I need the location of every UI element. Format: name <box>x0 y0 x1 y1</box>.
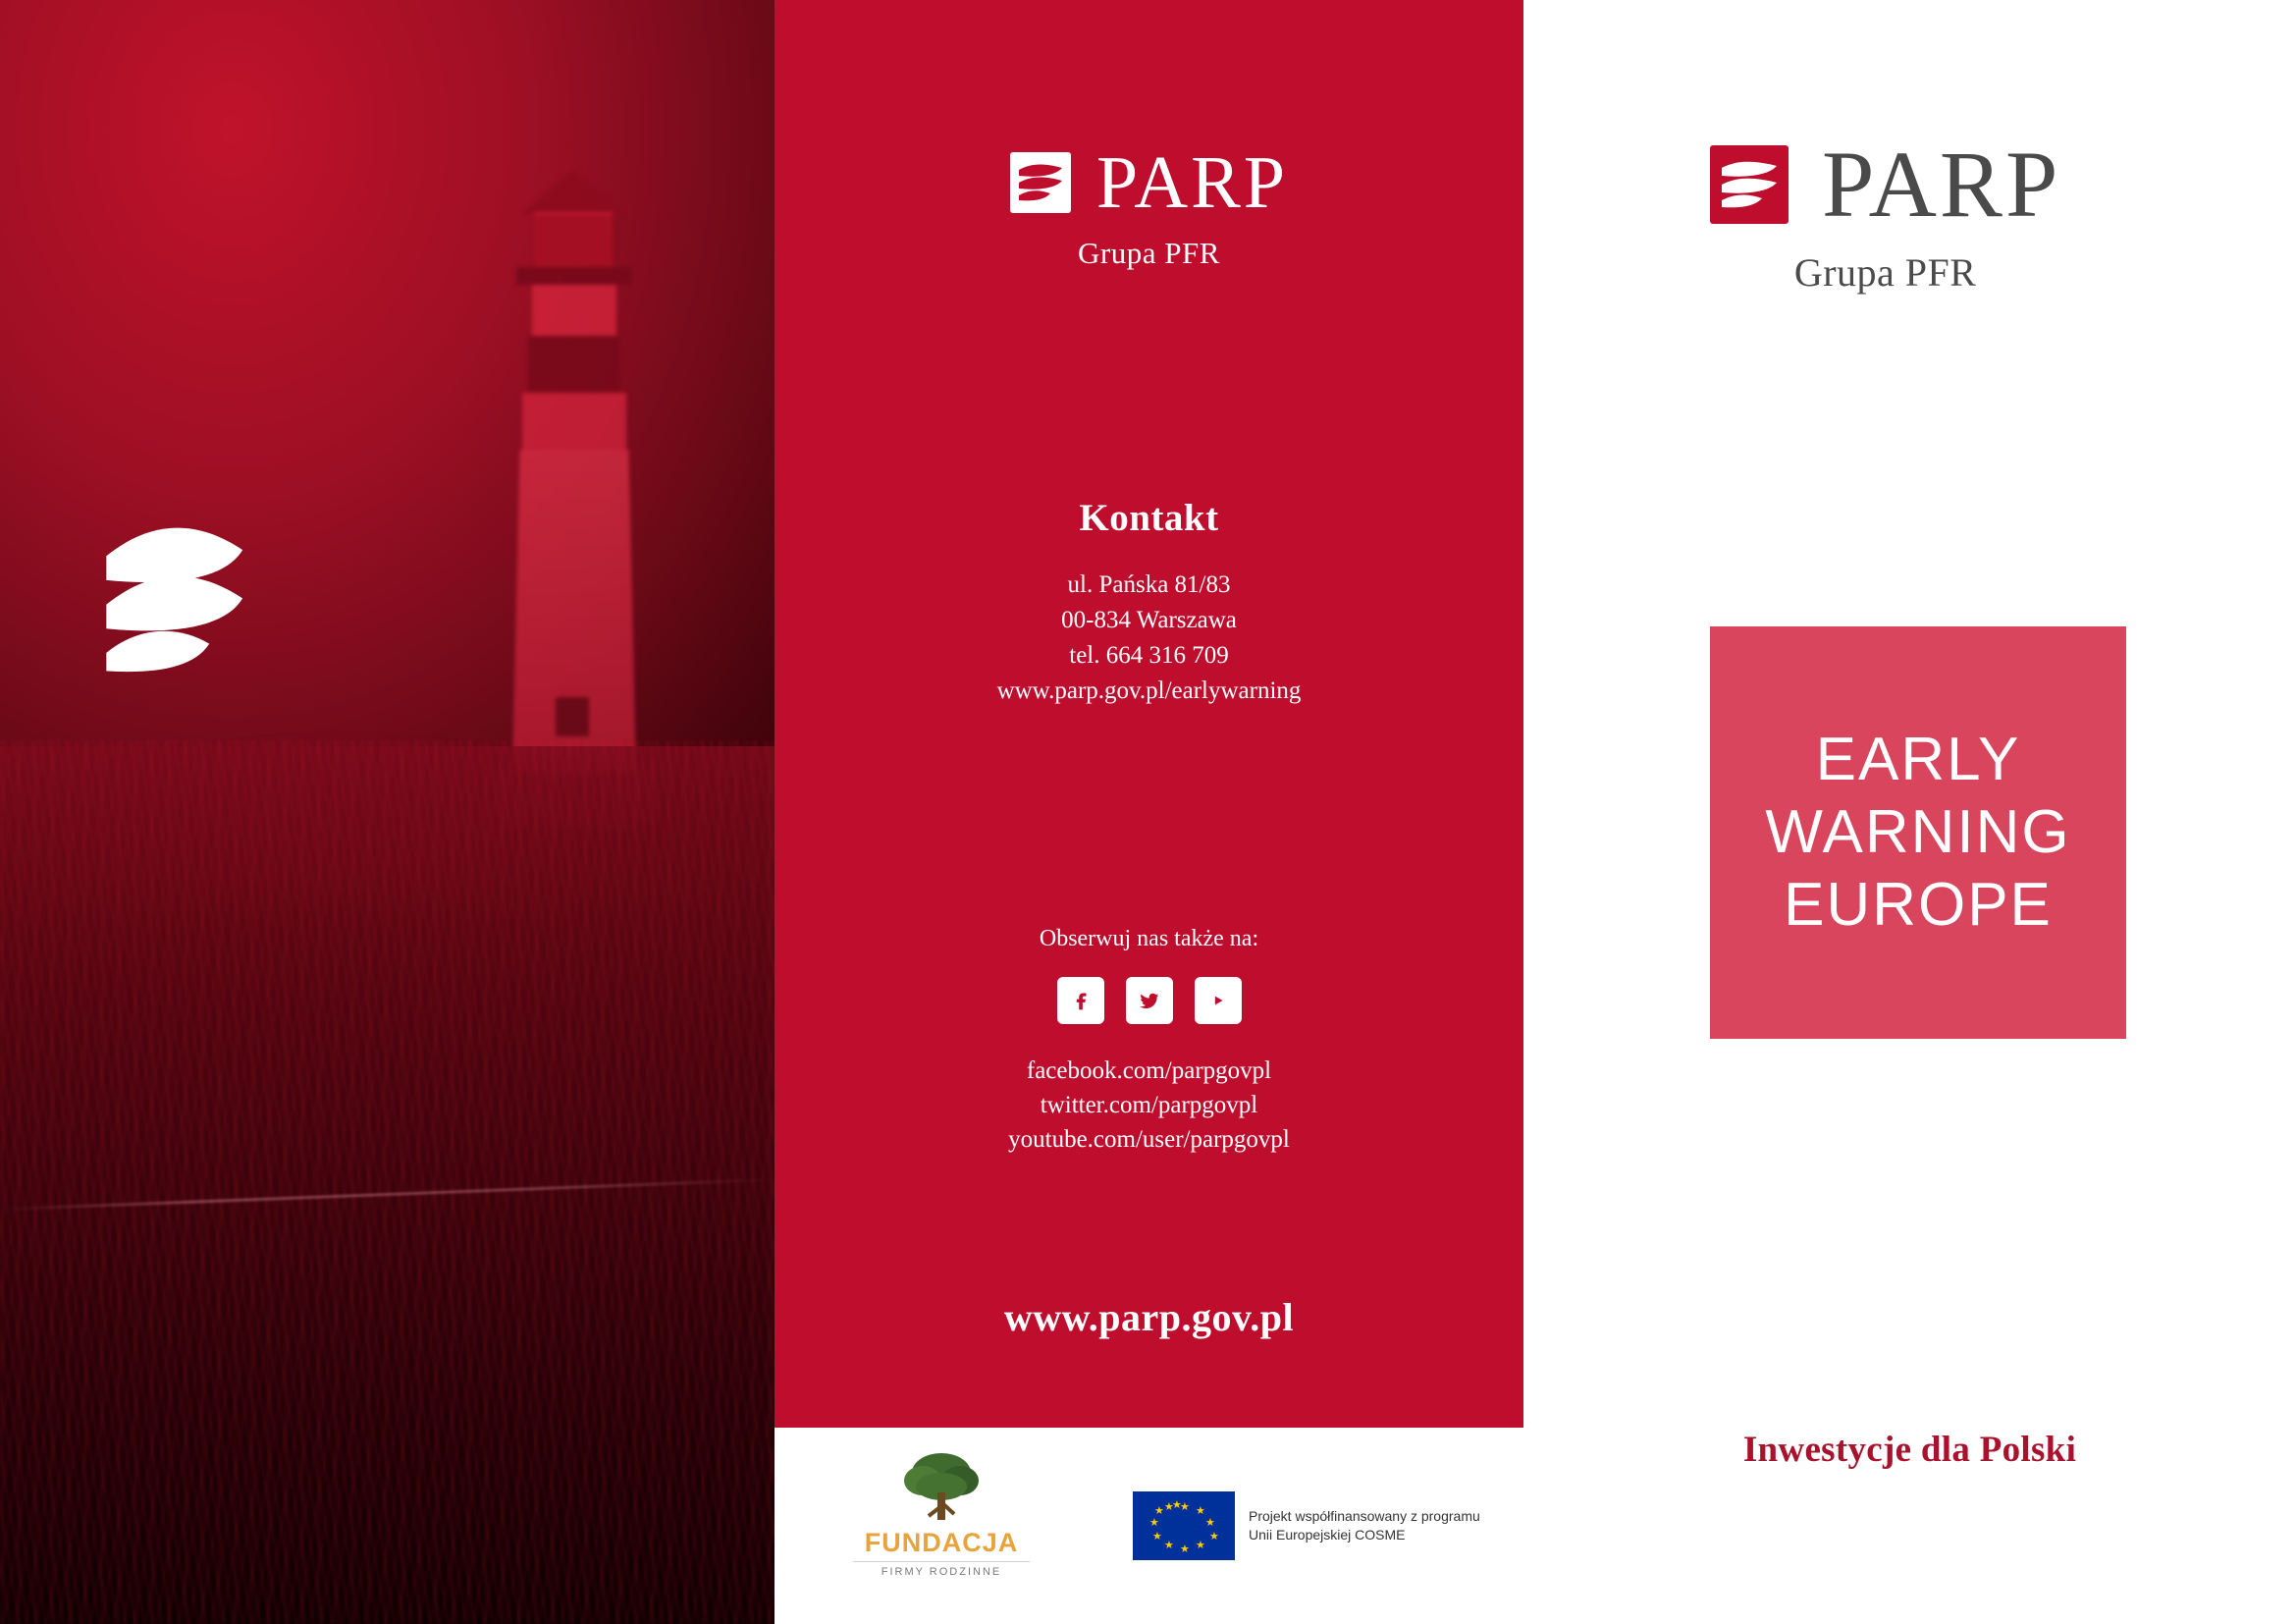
eu-funding-block <box>1133 1491 1480 1560</box>
cover-title-line: EARLY <box>1815 726 2021 793</box>
facebook-icon[interactable] <box>1057 977 1104 1024</box>
cover-title-line: EUROPE <box>1784 871 2053 939</box>
twitter-link[interactable]: twitter.com/parpgovpl <box>1040 1092 1258 1118</box>
eu-funding-line-2: Unii Europejskiej COSME <box>1249 1527 1406 1543</box>
parp-wordmark: PARP <box>1095 141 1289 224</box>
youtube-icon[interactable] <box>1195 977 1242 1024</box>
parp-wave-mark-icon <box>94 511 276 692</box>
parp-logo-lockup-center <box>774 141 1523 271</box>
twitter-icon[interactable] <box>1126 977 1173 1024</box>
contact-phone: tel. 664 316 709 <box>1069 642 1229 669</box>
contact-line: ul. Pańska 81/83 <box>1067 571 1231 598</box>
tree-icon <box>853 1447 1030 1524</box>
social-icon-row <box>774 977 1523 1024</box>
contact-website-link[interactable]: www.parp.gov.pl/earlywarning <box>996 677 1302 704</box>
fundacja-subtitle: FIRMY RODZINNE <box>853 1561 1030 1578</box>
parp-group-label: Grupa PFR <box>1793 250 1977 295</box>
fundacja-wordmark: FUNDACJA <box>864 1528 1019 1557</box>
main-website-link[interactable]: www.parp.gov.pl <box>1003 1295 1295 1339</box>
partner-logo-strip <box>774 1428 1523 1624</box>
eu-funding-text <box>1249 1507 1480 1544</box>
eu-funding-line-1: Projekt współfinansowany z programu <box>1249 1508 1480 1524</box>
parp-group-label: Grupa PFR <box>1078 236 1220 270</box>
parp-wave-mark-icon <box>1010 152 1071 213</box>
social-links-block <box>774 1054 1523 1157</box>
lighthouse-photo-panel <box>0 0 774 1624</box>
cover-tagline: Inwestycje dla Polski <box>1742 1430 2077 1470</box>
follow-us-label: Obserwuj nas także na: <box>1039 926 1259 951</box>
cover-title-line: WARNING <box>1765 798 2071 866</box>
eu-flag-icon: ★ ★ ★ ★ ★ ★ ★ ★ ★ ★ ★ ★ <box>1133 1491 1235 1560</box>
contact-panel <box>774 0 1523 1428</box>
contact-line: 00-834 Warszawa <box>1061 607 1237 633</box>
fundacja-firmy-rodzinne-logo <box>853 1447 1030 1578</box>
contact-heading: Kontakt <box>1079 497 1219 539</box>
early-warning-europe-title-block <box>1710 626 2126 1039</box>
youtube-link[interactable]: youtube.com/user/parpgovpl <box>1008 1126 1290 1153</box>
facebook-link[interactable]: facebook.com/parpgovpl <box>1026 1057 1272 1084</box>
contact-address-block <box>774 568 1523 709</box>
parp-wordmark: PARP <box>1822 132 2061 237</box>
parp-logo-lockup-right <box>1710 132 2061 296</box>
parp-wave-mark-icon <box>1710 145 1789 224</box>
cover-panel <box>1523 0 2296 1624</box>
